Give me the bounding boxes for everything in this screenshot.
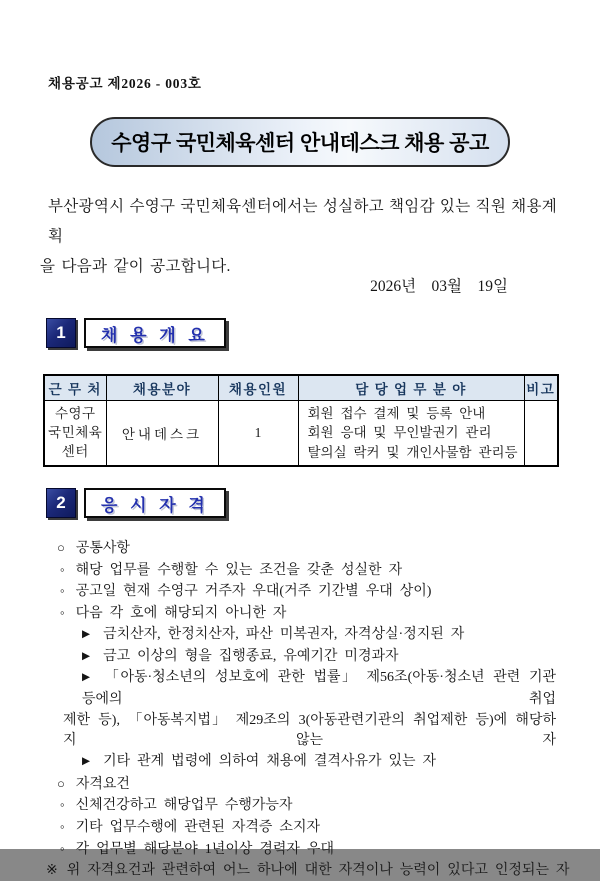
recruit-overview-table (43, 374, 559, 467)
qual-item-text: 제한 등), 「아동복지법」 제29조의 3(아동관련기관의 취업제한 등)에 해당하지 않는 자 (63, 712, 556, 749)
page-title: 수영구 국민체육센터 안내데스크 채용 공고 (111, 132, 489, 155)
qual-item (0, 560, 600, 582)
qual-item (0, 752, 600, 774)
duty-line: 탈의실 락커 및 개인사물함 관리등 (307, 444, 518, 460)
section-2-number-badge: 2 (46, 488, 76, 518)
section-1-number-badge: 1 (46, 318, 76, 348)
qual-item-text: 공고일 현재 수영구 거주자 우대(거주 기간별 우대 상이) (75, 584, 432, 600)
col-header-count: 채용인원 (218, 375, 298, 400)
qual-item (0, 817, 600, 839)
qual-item-text: 기타 관계 법령에 의하여 채용에 결격사유가 있는 자 (103, 754, 437, 770)
cell-note (524, 400, 558, 466)
qual-item-text: 기타 업무수행에 관련된 자격증 소지자 (75, 820, 320, 836)
intro-line-1: 부산광역시 수영구 국민체육센터에서는 성실하고 책임감 있는 직원 채용계획 (48, 198, 557, 245)
title-banner (90, 117, 510, 167)
qualification-list (0, 538, 600, 881)
workplace-line-1: 수영구 (54, 406, 96, 422)
qual-item (0, 647, 600, 669)
triangle-bullet-icon: ▶ (82, 650, 91, 662)
cell-workplace (44, 400, 106, 466)
qual-item-text: 금치산자, 한정치산자, 파산 미복권자, 자격상실·정지된 자 (103, 626, 465, 642)
small-circle-bullet-icon: ◦ (60, 819, 65, 835)
cell-duties (298, 400, 524, 466)
small-circle-bullet-icon: ◦ (60, 797, 65, 813)
table-header-row (44, 375, 558, 400)
qual-item-text: 「아동·청소년의 성보호에 관한 법률」 제56조(아동·청소년 관련 기관 등에의 취업 (82, 670, 556, 707)
circle-bullet-icon: ○ (57, 775, 65, 791)
qual-item-text: 해당 업무를 수행할 수 있는 조건을 갖춘 성실한 자 (75, 562, 403, 578)
section-2-title-box (84, 488, 226, 518)
small-circle-bullet-icon: ◦ (60, 605, 65, 621)
section-1-title-box (84, 318, 226, 348)
qual-item-text: 자격요건 (75, 776, 130, 792)
workplace-line-2: 국민체육센터 (48, 425, 103, 460)
reference-mark-icon: ※ (46, 862, 58, 878)
small-circle-bullet-icon: ◦ (60, 840, 65, 856)
section-2-header (46, 488, 226, 518)
duty-line: 회원 접수 결제 및 등록 안내 (307, 405, 486, 421)
table-row (44, 400, 558, 466)
triangle-bullet-icon: ▶ (82, 628, 91, 640)
qual-item (0, 581, 600, 603)
qual-item (0, 668, 600, 710)
cell-count: 1 (218, 400, 298, 466)
qual-item-text: 위 자격요건과 관련하여 어느 하나에 대한 자격이나 능력이 있다고 인정되는 자 (66, 862, 570, 878)
qual-item-text: 각 업무별 해당분야 1년이상 경력자 우대 (75, 841, 334, 857)
qual-item (0, 839, 600, 861)
duty-line: 회원 응대 및 무인발권기 관리 (307, 425, 492, 440)
small-circle-bullet-icon: ◦ (60, 561, 65, 577)
col-header-note: 비고 (524, 375, 558, 400)
announcement-date: 2026년 03월 19일 (370, 278, 508, 295)
qual-item (0, 603, 600, 625)
doc-number: 채용공고 제2026 - 003호 (48, 76, 202, 91)
qual-item-text: 다음 각 호에 해당되지 아니한 자 (75, 606, 287, 622)
col-header-workplace: 근 무 처 (44, 375, 106, 400)
col-header-duties: 담 당 업 무 분 야 (298, 375, 524, 400)
qual-item (0, 774, 600, 796)
qual-item (0, 795, 600, 817)
section-1-title: 채 용 개 요 (101, 325, 209, 345)
triangle-bullet-icon: ▶ (82, 672, 91, 684)
qual-item-text: 공통사항 (75, 541, 130, 556)
col-header-field: 채용분야 (106, 375, 218, 400)
cell-field: 안내데스크 (106, 400, 218, 466)
qual-item (0, 625, 600, 647)
circle-bullet-icon: ○ (57, 540, 65, 555)
section-1-header (46, 318, 226, 348)
qual-item-continuation (0, 711, 600, 752)
intro-line-2: 을 다음과 같이 공고합니다. (40, 258, 231, 275)
small-circle-bullet-icon: ◦ (60, 583, 65, 599)
intro-paragraph (40, 192, 557, 282)
qual-item-text: 금고 이상의 형을 집행종료, 유예기간 미경과자 (103, 648, 399, 664)
qual-note (0, 861, 600, 881)
section-2-title: 응 시 자 격 (101, 495, 209, 515)
triangle-bullet-icon: ▶ (82, 756, 91, 768)
qual-item-text: 신체건강하고 해당업무 수행가능자 (75, 798, 293, 814)
qual-item (0, 538, 600, 560)
